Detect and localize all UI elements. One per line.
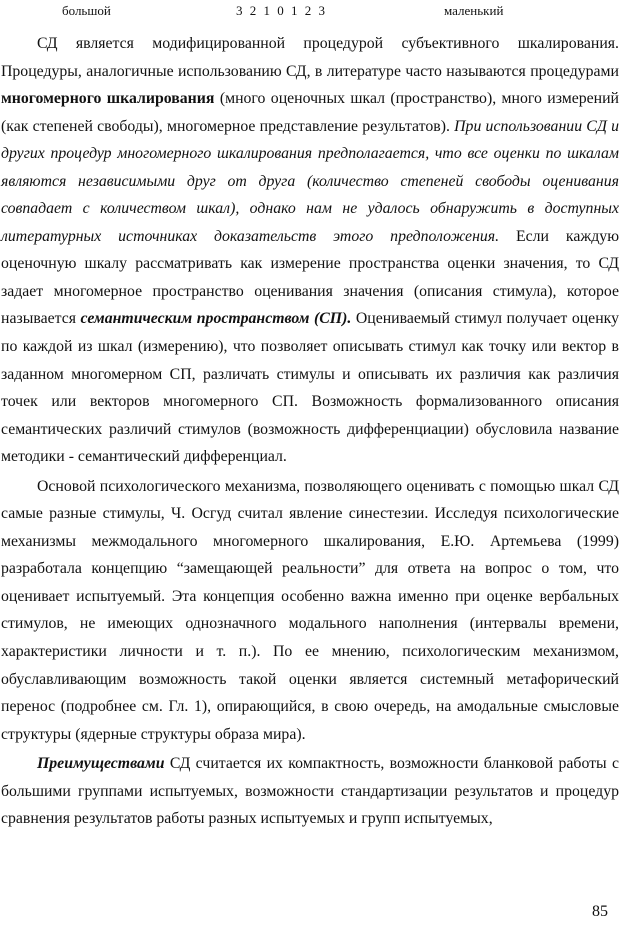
page-body: [1, 30, 619, 833]
scale-right-label: маленький: [444, 3, 504, 18]
paragraph-semantic-space: [1, 30, 619, 471]
text-segment: (много оценочных шкал (пространство), много измерений (как степеней свободы), многомерное представление результатов).: [1, 90, 619, 135]
term-advantages: Преимуществами: [37, 755, 165, 773]
scale-numbers: 3 2 1 0 1 2 3: [236, 3, 327, 18]
text-segment: Оцениваемый стимул получает оценку по каждой из шкал (измерению), что позволяет описывать стимул как точку или вектор в заданном многомерном СП, различать стимулы и описывать их различия как различия точек или векторов многомерного СП. Возможность формализованного описания семантических различий стимулов (возможность дифференциации) обусловила название методики - семантический дифференциал.: [1, 310, 619, 466]
text-segment: Если каждую оценочную шкалу рассматривать как измерение пространства оценки значения, то СД задает многомерное пространство оценивания значения (описания стимула), которое называется: [1, 227, 619, 328]
text-segment: Основой психологического механизма, позволяющего оценивать с помощью шкал СД самые разные стимулы, Ч. Осгуд считал явление синестезии. Исследуя психологические механизмы межмодального многомерного шкалирования, Е.Ю. Артемьева (1999) разработала концепцию “замещающей реальности” для ответа на вопрос о том, что оценивает испытуемый. Эта концепция особенно важна именно при оценке вербальных стимулов, не имеющих однозначного модального наполнения (интервалы времени, характеристики личности и т. п.). По ее мнению, психологическим механизмом, обуславливающим возможность такой оценки является системный метафорический перенос (подробнее см. Гл. 1), опирающийся, в свою очередь, на амодальные смысловые структуры (ядерные структуры образа мира).: [1, 477, 619, 743]
term-semantic-space: семантическим пространством (СП).: [80, 310, 352, 328]
text-segment: СД считается их компактность, возможности бланковой работы с большими группами испытуемых, возможности стандартизации результатов и процедур сравнения результатов работы разных испытуемых и групп испытуемых,: [1, 755, 619, 828]
text-segment: СД является модифицированной процедурой субъективного шкалирования. Процедуры, аналогичные использованию СД, в литературе часто называются процедурами: [1, 35, 619, 80]
scale-left-label: большой: [62, 3, 111, 18]
paragraph-advantages: [1, 750, 619, 833]
paragraph-psychological-mechanism: [1, 473, 619, 748]
term-multidimensional-scaling: многомерного шкалирования: [1, 90, 215, 108]
scale-header: [0, 2, 620, 20]
page-number: 85: [592, 903, 608, 920]
italic-assumption-text: При использовании СД и других процедур многомерного шкалирования предполагается, что все оценки по шкалам являются независимыми друг от друга (количество степеней свободы оценивания совпадает с количеством шкал), однако нам не удалось обнаружить в доступных литературных источниках доказательств этого предположения.: [1, 117, 620, 245]
